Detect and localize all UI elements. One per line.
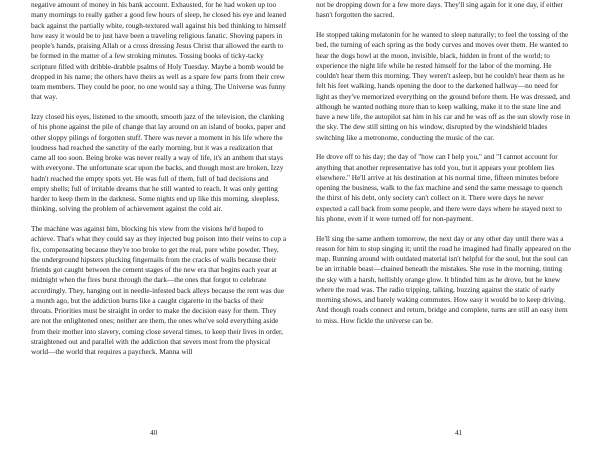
left-page-text [31,0,287,367]
right-paragraph-4: He'll sing the same anthem tomorrow, the next day or any other day until there was a reason for him to stop singing it; until the road he imagined had finally appeared on the map. Running around with outdated material isn't helpful for the soul, but the soul can be an irritable beast—chained beneath the mistakes. She rose in the morning, tinting the sky with a harsh, hellishly orange glow. It blinded him as he drove, but he knew where the road was. The radio tripping, talking, buzzing against the static of early morning shows, and barely waking commutes. How easy it would be to keep driving. And though roads connect and return, bridge and complete, turns are still an easy item to miss. How fickle the universe can be. [316,233,571,325]
left-paragraph-3: The machine was against him, blocking his view from the visions he'd hoped to achieve. That's what they could say as they injected bug poison into their veins to cop a fix, compensating because they're too broke to get the real, pure white powder. They, the underground hipsters plucking fingernails from the cracks of walls because their friends got caught between the cement stages of the new era that begins each year at midnight when the fires burst through the dark—the ones that forgot to celebrate accordingly. They, hanging out in needle-infested back alleys because the rent was due a month ago, but the addiction burns like a caught cigarette in the backs of their throats. Priorities must be straight in order to make the decision easy for them. They are not the enlightened ones; neither are them, the ones who've sold everything aside from their mother into slavery, coming close several times, to keep their lives in order, straightened out and parallel with the addiction that severs most from the physical world—the world that requires a paycheck. Manna will [31,224,287,356]
right-page [300,0,600,450]
right-paragraph-1: not be dropping down for a few more days. They'll sing again for it one day, if either hasn't forgotten the sacred. [316,0,563,20]
right-paragraph-3: He drove off to his day; the day of "how can I help you," and "I cannot account for anything that another representative has told you, but it appears your problem lies elsewhere." He'll arrive at his destination at his normal time, fifteen minutes before opening the business, walk to the fax machine and send the same message to quench the thirst of his debt, only society can't collect on it. There were days he never expected a call back from some people, and there were days where he stayed next to his phone, even if it were turned off for non-payment. [316,152,563,223]
left-paragraph-2: Izzy closed his eyes, listened to the smooth, smooth jazz of the television, the clanking of his phone against the pile of change that lay around on an island of books, paper and other sloppy pilings of forgotten stuff. There was never a moment in his life where the loudness had reached the sanctity of the early morning, but it was a realization that came all too soon. Being broke was never really a way of life, it's an anthem that stays with everyone. The unfortunate scar upon the backs, and though most are broken, Izzy hadn't reached the empty spots yet. He was full of them, full of bad decisions and empty shells; full of irritable dreams that he still wanted to reach. It was only getting harder to keep them in the darkness. Some nights end up like this morning, sleepless, thinking, solving the problem of achievement against the cold air. [31,112,286,214]
right-page-number: 41 [455,428,463,437]
left-paragraph-1: negative amount of money in his bank account. Exhausted, for he had woken up too many mornings to really gather a good few hours of sleep, he closed his eye and leaned back against the partially white, rough-textured wall against his bed thinking to himself how easy it would be to just have been a traveling religious fanatic. Shoving papers in people's hands, praising Allah or a cross dressing Jesus Christ that allowed the earth to be formed in the matter of a few stroking minutes. Tossing books of ticky-tacky scripture filled with dribble-drabble psalms of Holy Tuesday. Maybe a bomb would be dropped in his name; the others have theirs as well as a spare few parts from their crew team members. They could be poor, no one would say a thing. The Universe was funny that way. [31,0,287,102]
right-paragraph-2: He stopped taking melatonin for he wanted to sleep naturally; to feel the tossing of the bed, the turning of each spring as the body curves and moves over them. He wanted to hear the dogs howl at the moon, invisible, black, hidden in front of the world; to experience the night life while he rested himself for the labor of the morning. He couldn't hear them this morning. They weren't asleep, but he couldn't hear them as he felt his feet walking, hands opening the door to the darkened hallway—no need for light as they've memorized everything on the ground before them. He was dressed, and although he wanted nothing more than to keep walking, make it to the state line and have a new life, the autopilot sat him in his car and he was off as the sun slowly rose in the sky. The dew still sitting on his window, disrupted by the windshield blades switching like a metronome, conducting the music of the car. [316,30,571,142]
left-page-number: 40 [150,428,158,437]
right-page-text [316,0,571,335]
